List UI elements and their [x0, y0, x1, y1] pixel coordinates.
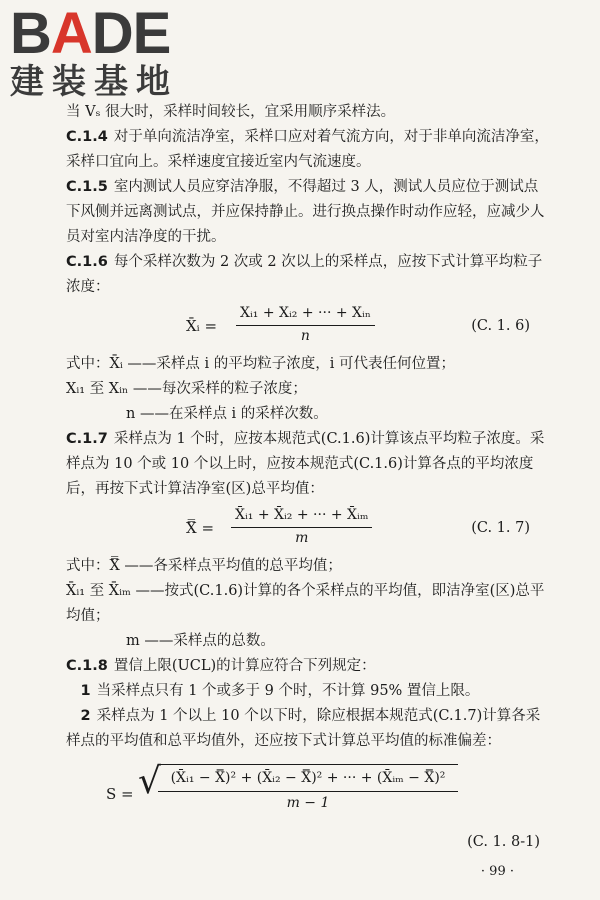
logo-subtitle: 建装基地 [10, 62, 178, 102]
definition-1: 式中：X̄ᵢ ——采样点 i 的平均粒子浓度，i 可代表任何位置； [66, 356, 455, 372]
equation-fraction [158, 764, 458, 814]
clause-text: 每个采样次数为 2 次或 2 次以上的采样点，应按下式计算平均粒子浓度： [66, 254, 543, 295]
definition-6: m ——采样点的总数。 [126, 633, 275, 649]
equation-numerator: X̄ᵢ₁ + X̄ᵢ₂ + ··· + X̄ᵢₘ [231, 504, 372, 528]
clause-c16 [66, 250, 550, 300]
equation-fraction [231, 504, 372, 548]
equation-label: (C. 1. 7) [471, 520, 530, 536]
list-item-2 [66, 704, 550, 754]
list-item-text: 采样点为 1 个以上 10 个以下时，除应根据本规范式(C.1.7)计算各采样点的平均值和总平均值外，还应按下式计算总平均值的标准偏差： [66, 708, 541, 749]
definition-2: Xᵢ₁ 至 Xᵢₙ ——每次采样的粒子浓度； [66, 381, 307, 397]
equation-numerator: Xᵢ₁ + Xᵢ₂ + ··· + Xᵢₙ [236, 302, 375, 326]
clause-c17 [66, 427, 550, 502]
clause-number: C.1.6 [66, 254, 108, 270]
equation-denominator: m [295, 530, 309, 546]
equation-lhs: S = [106, 785, 134, 803]
list-item-number: 2 [80, 708, 91, 724]
page-number: · 99 · [480, 864, 514, 879]
paragraph-intro: 当 Vₛ 很大时，采样时间较长，宜采用顺序采样法。 [66, 104, 396, 120]
clause-text: 置信上限(UCL)的计算应符合下列规定： [113, 658, 376, 674]
equation-denominator: n [300, 328, 310, 344]
equation-denominator: m − 1 [286, 795, 330, 811]
definition-5: X̄ᵢ₁ 至 X̄ᵢₘ ——按式(C.1.6)计算的各个采样点的平均值，即洁净室(区)总平均值； [66, 583, 545, 624]
clause-text: 室内测试人员应穿洁净服，不得超过 3 人，测试人员应位于测试点下风侧并远离测试点，并应保持静止。进行换点操作时动作应轻，应减少人员对室内洁净度的干扰。 [66, 179, 545, 245]
equation-label: (C. 1. 6) [471, 318, 530, 334]
clause-text: 采样点为 1 个时，应按本规范式(C.1.6)计算该点平均粒子浓度。采样点为 10 个或 10 个以上时，应按本规范式(C.1.6)计算各点的平均浓度后，再按下式计算洁净室(区)总平均值： [66, 431, 545, 497]
sqrt-symbol: √ [138, 761, 161, 802]
equation-c18-1 [66, 758, 550, 832]
equation-label: (C. 1. 8-1) [467, 834, 540, 850]
clause-c18 [66, 654, 550, 679]
logo-wordmark: BADE [10, 1, 171, 66]
document-page [66, 100, 550, 884]
definition-4: 式中：X̿ ——各采样点平均值的总平均值； [66, 558, 342, 574]
logo [10, 1, 178, 102]
definition-3: n ——在采样点 i 的采样次数。 [126, 406, 328, 422]
equation-c16 [66, 302, 550, 350]
clause-c15 [66, 175, 550, 250]
equation-fraction [236, 302, 375, 346]
list-item-number: 1 [80, 683, 91, 699]
equation-lhs: X̿ = [186, 519, 215, 537]
equation-lhs: X̄ᵢ = [186, 317, 218, 335]
equation-c17 [66, 504, 550, 552]
clause-number: C.1.4 [66, 129, 108, 145]
list-item-1 [66, 679, 550, 704]
list-item-text: 当采样点只有 1 个或多于 9 个时，不计算 95% 置信上限。 [96, 683, 480, 699]
clause-number: C.1.8 [66, 658, 108, 674]
clause-number: C.1.5 [66, 179, 108, 195]
clause-c14 [66, 125, 550, 175]
clause-text: 对于单向流洁净室，采样口应对着气流方向，对于非单向流洁净室，采样口宜向上。采样速度宜接近室内气流速度。 [66, 129, 549, 170]
equation-numerator: (X̄ᵢ₁ − X̿)² + (X̄ᵢ₂ − X̿)² + ··· + (X̄ᵢₘ − X̿)² [158, 764, 458, 792]
clause-number: C.1.7 [66, 431, 108, 447]
